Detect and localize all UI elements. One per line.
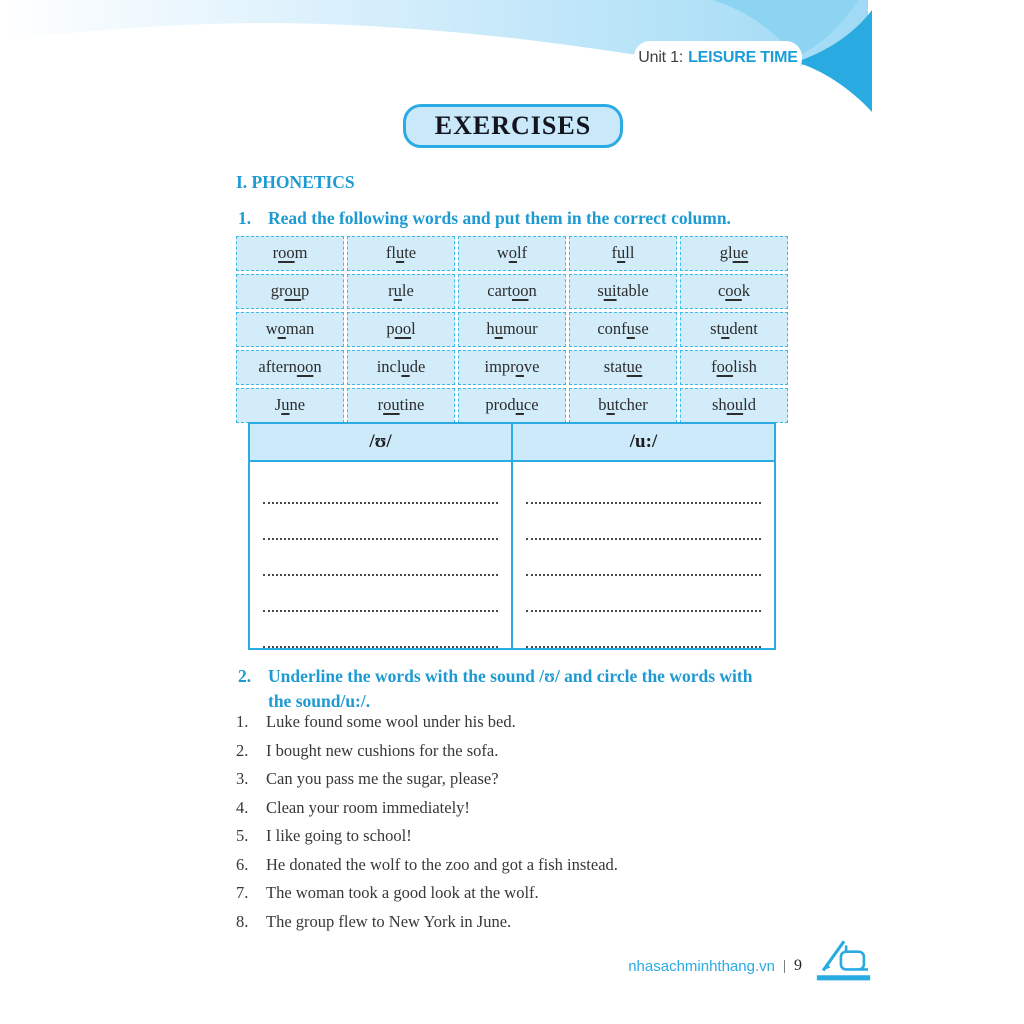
- word-sound: ue: [626, 357, 643, 376]
- answer-table-header: [250, 424, 774, 462]
- phonetics-heading: I. PHONETICS: [236, 172, 355, 192]
- word-part: man: [285, 319, 315, 338]
- sentence-text: I like going to school!: [266, 826, 412, 845]
- task2: [238, 664, 808, 714]
- answer-line: [263, 540, 498, 576]
- word-sound: oo: [716, 357, 734, 376]
- sentence-number: 4.: [236, 797, 249, 817]
- word-part: gr: [270, 281, 285, 300]
- word-part: b: [598, 395, 607, 414]
- word-part: dent: [729, 319, 758, 338]
- sentence-text: Clean your room immediately!: [266, 797, 470, 817]
- word-part: sh: [711, 395, 727, 414]
- sentence-number: 1.: [236, 712, 249, 731]
- word-part: lf: [517, 243, 528, 262]
- word-cell-butcher: [569, 388, 677, 423]
- sentence-text: The woman took a good look at the wolf.: [266, 883, 539, 902]
- word-cell-produce: [458, 388, 566, 423]
- word-part: r: [272, 243, 279, 262]
- word-cell-statue: [569, 350, 677, 385]
- sentence-item: [236, 798, 796, 817]
- sentence-number: 5.: [236, 826, 249, 845]
- word-part: ld: [743, 395, 756, 414]
- answer-header-u-long: /u:/: [629, 431, 658, 452]
- writing-hand-icon: [810, 936, 876, 982]
- sentence-text: He donated the wolf to the zoo and got a fish instead.: [266, 854, 618, 874]
- sentence-text: Can you pass me the sugar, please?: [266, 769, 499, 788]
- answer-line: [526, 612, 761, 648]
- answer-column-u-long: [513, 462, 774, 648]
- word-part: conf: [597, 319, 627, 338]
- answer-table: [248, 422, 776, 650]
- task1: [238, 206, 798, 231]
- word-part: aftern: [258, 357, 297, 376]
- word-sound: u: [617, 243, 626, 262]
- word-sound: oo: [511, 281, 529, 300]
- word-part: f: [611, 243, 618, 262]
- word-part: n: [313, 357, 322, 376]
- sentence-item: [236, 912, 796, 931]
- exercises-title-box: [403, 104, 623, 148]
- word-sound: oo: [725, 281, 742, 300]
- word-cell-cook: [680, 274, 788, 309]
- word-sound: o: [277, 319, 286, 338]
- word-cell-full: [569, 236, 677, 271]
- task2-line2: the sound/u:/.: [268, 691, 371, 711]
- word-part: mour: [502, 319, 538, 338]
- word-part: impr: [484, 357, 516, 376]
- word-part: de: [409, 357, 426, 376]
- word-cell-foolish: [680, 350, 788, 385]
- word-cell-june: [236, 388, 344, 423]
- answer-line: [526, 468, 761, 504]
- answer-line: [263, 468, 498, 504]
- word-sound: u: [606, 395, 615, 414]
- word-sound: ou: [284, 281, 301, 300]
- word-cell-glue: [680, 236, 788, 271]
- sentence-number: 6.: [236, 854, 249, 874]
- sentence-number: 8.: [236, 911, 249, 931]
- word-sound: u: [626, 319, 635, 338]
- words-table: [236, 236, 788, 423]
- answer-table-body: [250, 462, 774, 648]
- sentence-text: Luke found some wool under his bed.: [266, 712, 516, 731]
- word-cell-include: [347, 350, 455, 385]
- answer-line: [263, 504, 498, 540]
- word-part: table: [616, 281, 649, 300]
- word-part: cart: [487, 281, 512, 300]
- word-part: w: [496, 243, 509, 262]
- word-cell-improve: [458, 350, 566, 385]
- sentence-item: [236, 826, 796, 845]
- sentence-item: [236, 741, 796, 760]
- footer-site-url: nhasachminhthang.vn: [628, 957, 775, 975]
- task2-number: 2.: [238, 666, 252, 686]
- answer-column-u-short: [250, 462, 513, 648]
- sentence-number: 3.: [236, 769, 249, 788]
- word-cell-student: [680, 312, 788, 347]
- word-part: h: [486, 319, 495, 338]
- word-part: lish: [733, 357, 757, 376]
- answer-line: [263, 612, 498, 648]
- page-footer: [628, 950, 876, 982]
- word-part: c: [717, 281, 726, 300]
- word-part: p: [386, 319, 395, 338]
- word-cell-woman: [236, 312, 344, 347]
- sentences-list: [236, 712, 796, 940]
- word-part: ce: [523, 395, 539, 414]
- word-part: w: [265, 319, 278, 338]
- word-sound: ou: [726, 395, 744, 414]
- word-part: m: [294, 243, 308, 262]
- word-sound: u: [393, 281, 402, 300]
- word-cell-should: [680, 388, 788, 423]
- word-sound: ou: [383, 395, 400, 414]
- word-part: J: [274, 395, 282, 414]
- sentence-item: [236, 769, 796, 788]
- word-part: st: [710, 319, 722, 338]
- word-part: stat: [603, 357, 627, 376]
- word-part: ne: [289, 395, 306, 414]
- word-part: f: [711, 357, 717, 376]
- word-sound: u: [494, 319, 503, 338]
- word-sound: o: [515, 357, 524, 376]
- word-sound: u: [395, 243, 405, 262]
- word-sound: oo: [278, 243, 295, 262]
- word-part: k: [741, 281, 751, 300]
- sentence-item: [236, 883, 796, 902]
- footer-separator: |: [782, 957, 786, 974]
- sentence-number: 2.: [236, 740, 249, 760]
- unit-label: Unit 1:: [638, 49, 684, 66]
- word-part: te: [404, 243, 417, 262]
- word-sound: ui: [603, 281, 617, 300]
- word-cell-suitable: [569, 274, 677, 309]
- task2-line1: Underline the words with the sound /ʊ/ and circle the words with: [268, 666, 753, 686]
- word-part: r: [388, 281, 394, 300]
- word-part: tcher: [614, 395, 648, 414]
- word-cell-room: [236, 236, 344, 271]
- word-part: p: [301, 281, 310, 300]
- word-part: n: [528, 281, 537, 300]
- sentence-item: [236, 855, 796, 874]
- unit-tab: [634, 41, 802, 75]
- word-sound: o: [508, 243, 518, 262]
- word-part: s: [597, 281, 604, 300]
- sentence-text: The group flew to New York in June.: [266, 911, 512, 931]
- answer-line: [526, 504, 761, 540]
- word-cell-afternoon: [236, 350, 344, 385]
- unit-title: LEISURE TIME: [688, 49, 798, 66]
- word-sound: oo: [394, 319, 412, 338]
- word-part: l: [411, 319, 416, 338]
- word-cell-rule: [347, 274, 455, 309]
- word-part: fl: [385, 243, 396, 262]
- answer-header-u-short: /ʊ/: [250, 424, 513, 460]
- word-sound: ue: [732, 243, 749, 262]
- answer-line: [526, 540, 761, 576]
- word-part: tine: [399, 395, 425, 414]
- sentence-number: 7.: [236, 883, 249, 902]
- word-sound: oo: [296, 357, 314, 376]
- word-part: incl: [376, 357, 402, 376]
- word-cell-wolf: [458, 236, 566, 271]
- answer-line: [526, 576, 761, 612]
- word-sound: u: [401, 357, 410, 376]
- page-number: 9: [794, 957, 802, 974]
- word-part: le: [401, 281, 414, 300]
- word-part: r: [377, 395, 384, 414]
- word-part: gl: [719, 243, 733, 262]
- word-sound: u: [721, 319, 730, 338]
- word-cell-group: [236, 274, 344, 309]
- word-sound: u: [281, 395, 290, 414]
- answer-line: [263, 576, 498, 612]
- word-part: se: [634, 319, 649, 338]
- word-part: prod: [485, 395, 516, 414]
- word-cell-routine: [347, 388, 455, 423]
- word-part: ve: [523, 357, 540, 376]
- word-cell-cartoon: [458, 274, 566, 309]
- word-cell-pool: [347, 312, 455, 347]
- word-cell-flute: [347, 236, 455, 271]
- exercises-title: EXERCISES: [434, 111, 592, 140]
- word-cell-confuse: [569, 312, 677, 347]
- word-part: ll: [625, 243, 635, 262]
- sentence-text: I bought new cushions for the sofa.: [266, 740, 499, 760]
- task1-instruction: Read the following words and put them in the correct column.: [268, 208, 731, 228]
- task2-instruction: [268, 664, 752, 714]
- header-wave-decoration: [0, 0, 880, 200]
- word-cell-humour: [458, 312, 566, 347]
- sentence-item: [236, 712, 796, 731]
- task1-number: 1.: [238, 208, 252, 228]
- word-sound: u: [515, 395, 524, 414]
